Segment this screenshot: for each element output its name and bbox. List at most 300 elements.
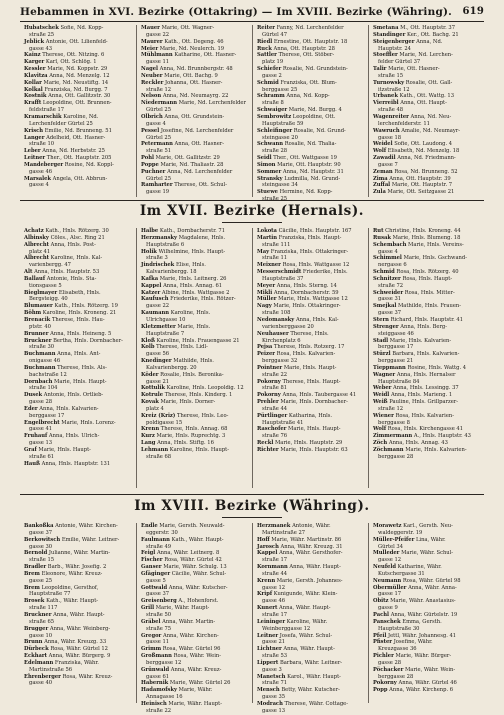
midwife-details: Rosa, Währ. Wein- (173, 653, 221, 660)
midwife-entry (20, 93, 136, 100)
midwife-details: Anna, Währ. Gersthofer- (279, 550, 343, 557)
midwife-surname: Pürtlinger (257, 412, 288, 419)
midwife-surname: Nedomansky (257, 316, 295, 323)
midwife-details: Kath., Hnls. Rötzerg. 30 (45, 228, 109, 234)
midwife-details: Therese, Ott. Schul- (174, 182, 227, 189)
midwife-surname: Pokorny (257, 392, 281, 399)
midwife-entry (20, 392, 136, 399)
midwife-surname: Albrecht (24, 241, 49, 248)
midwife-details: Hauptstraße 77 (29, 591, 71, 598)
midwife-details: platz 19 (262, 59, 284, 66)
midwife-details: straße 75 (146, 625, 172, 632)
midwife-entry (137, 344, 253, 351)
midwife-surname: Peizer (257, 351, 276, 358)
midwife-details: Rosa, Währ. Gürtel 96 (162, 646, 221, 653)
midwife-details: berggasse 28 (378, 453, 414, 460)
midwife-details: Marie, Hnls. Gschwand- (403, 255, 467, 262)
midwife-surname: Obermüller (373, 584, 407, 591)
midwife-details: gasse 17 (378, 591, 402, 598)
midwife-details: Ernestine, Ott. Hauptstr. 18 (273, 38, 348, 45)
midwife-details: Bergsteigg. 40 (29, 296, 68, 303)
midwife-entry-continuation (137, 255, 253, 262)
midwife-details: Franziska, Nd. Burgg. 7 (44, 86, 108, 93)
midwife-entry-continuation (253, 73, 369, 80)
midwife-surname: Reckler (141, 79, 164, 86)
midwife-entry (253, 701, 369, 708)
midwife-surname: Zeman (373, 168, 393, 175)
midwife-details: Cäcilie, Hnls. Hauptstr. 167 (278, 228, 352, 234)
midwife-surname: Meyer (257, 282, 276, 289)
midwife-entry-continuation (253, 100, 369, 107)
midwife-details: Marie, Ott. Seitzgasse 21 (387, 189, 455, 196)
midwife-surname: Bruckner (24, 337, 52, 344)
running-head (20, 6, 484, 20)
midwife-surname: Meixner (257, 262, 281, 269)
midwife-surname: Gregor (141, 632, 162, 639)
midwife-details: straße 53 (262, 653, 288, 660)
midwife-details: Elisabeth, Hnls. (58, 289, 101, 296)
midwife-entry (20, 351, 136, 358)
midwife-details: Rosa, Währ. Gürtel 42 (164, 557, 222, 564)
midwife-surname: Stoeffler (373, 52, 398, 59)
midwife-entry (137, 39, 253, 46)
midwife-details: Marie, Nd. Lerchenfelder (178, 100, 246, 107)
midwife-entry-continuation (369, 605, 485, 612)
midwife-details: Anna, Nd. Neu- (410, 113, 452, 120)
midwife-surname: Brem (24, 584, 40, 591)
midwife-entry (369, 228, 485, 235)
midwife-entry-continuation (137, 591, 253, 598)
midwife-entry (137, 701, 253, 708)
midwife-details: Marie, Nd. Neustiftg. 14 (43, 79, 109, 86)
midwife-surname: Stuewe (257, 189, 278, 196)
midwife-surname: Pointner (257, 364, 283, 371)
midwife-entry (253, 169, 369, 176)
midwife-details: Marie, Währ. Haupt- (168, 700, 222, 707)
midwife-entry (253, 619, 369, 626)
midwife-details: Ther., Ott. Hauptstr. 205 (46, 155, 112, 162)
midwife-entry (369, 537, 485, 544)
midwife-surname: Heinisch (141, 700, 167, 707)
midwife-surname: Kostnik (24, 93, 47, 100)
midwife-entry-continuation (253, 598, 369, 605)
midwife-entry (20, 585, 136, 592)
midwife-surname: Grünwald (141, 666, 170, 673)
midwife-details: Therese, Währ. Cottage- (284, 700, 348, 707)
midwife-surname: Smetana (373, 25, 399, 31)
midwife-details: Leopoldine, Ott. (292, 113, 336, 120)
midwife-details: Anna, Währ. Kutscher- (168, 584, 228, 591)
section-xvii-hernals (20, 228, 484, 488)
district-heading-xviii: Im XVIII. Bezirke (Währing). (134, 498, 370, 514)
midwife-entry-continuation (20, 32, 136, 39)
midwife-details: Marie, Hnls. Haupt- (288, 426, 341, 433)
midwife-surname: Krenn (141, 426, 160, 433)
midwife-surname: Wagner (373, 371, 396, 378)
midwife-details: berggasse 25 (262, 86, 298, 93)
midwife-entry (369, 290, 485, 297)
midwife-details: straße 111 (262, 241, 291, 248)
midwife-entry (253, 591, 369, 598)
midwife-entry (369, 80, 485, 87)
midwife-entry-continuation (369, 249, 485, 256)
midwife-surname: Reiter (257, 25, 276, 31)
midwife-details: Hauptstraße 84 (378, 378, 420, 385)
midwife-details: Emilie, Währ. Leitner- (61, 536, 120, 543)
midwife-entry (20, 674, 136, 681)
midwife-entry (253, 39, 369, 46)
midwife-surname: Kafka (141, 275, 159, 282)
midwife-details: Rosa, Hnls. Kirchengasse 41 (387, 426, 464, 433)
midwife-entry-continuation (20, 680, 136, 687)
midwife-surname: Kaufusch (141, 296, 169, 303)
midwife-entry (369, 687, 485, 694)
midwife-entry (20, 242, 136, 249)
midwife-details: Marie, Hnls. Haupt- (54, 378, 107, 385)
midwife-details: Marie, Gersth. Johannes- (276, 577, 343, 584)
midwife-entry (20, 100, 136, 107)
midwife-details: straße 108 (262, 310, 291, 317)
midwife-entry-continuation (253, 276, 369, 283)
midwife-entry-continuation (369, 310, 485, 317)
midwife-details: Josefine, Währ. (393, 639, 433, 646)
midwife-details: Anna, Währ. Kirchen- (162, 632, 219, 639)
midwife-entry-continuation (137, 612, 253, 619)
midwife-entry (253, 660, 369, 667)
midwife-details: Anna, Ott. Hauptstr. 28 (273, 45, 335, 52)
midwife-details: lerchenfelderstr. 11 (378, 120, 430, 127)
midwife-details: Anna, Währ. Martin- (162, 618, 216, 625)
midwife-entry (20, 406, 136, 413)
midwife-surname: Bieglmayer (24, 289, 58, 296)
midwife-details: straße 71 (262, 680, 288, 687)
midwife-surname: Obitz (373, 598, 389, 605)
midwife-entry-continuation (20, 262, 136, 269)
midwife-details: Karoline, Hnls. (170, 310, 211, 317)
midwife-entry-continuation (20, 249, 136, 256)
midwife-entry (369, 189, 485, 196)
midwife-entry (253, 447, 369, 454)
midwife-entry (253, 392, 369, 399)
midwife-surname: Herzmansky (141, 234, 178, 241)
midwife-entry (253, 605, 369, 612)
midwife-details: gasse 21 (262, 639, 286, 646)
midwife-details: Kath., Ott. Wattg. 13 (399, 93, 455, 100)
midwife-entry (137, 385, 253, 392)
midwife-surname: Pichler (373, 653, 394, 660)
midwife-entry (253, 550, 369, 557)
midwife-surname: Albrecht (24, 255, 49, 262)
midwife-details: felder Gürtel 37 (378, 59, 421, 66)
midwife-entry (20, 235, 136, 242)
midwife-surname: Bruckner (24, 611, 52, 618)
midwife-entry (137, 372, 253, 379)
midwife-entry-continuation (137, 454, 253, 461)
midwife-entry-continuation (20, 141, 136, 148)
midwife-details: Anna, Nd. Brunnbergstr. 48 (159, 66, 233, 73)
midwife-details: Rosalie, Ott. Gall- (405, 79, 453, 86)
midwife-details: Rosine, Nd. Koppl- (64, 161, 114, 168)
midwife-details: berggasse 32 (262, 358, 298, 365)
midwife-entry (369, 440, 485, 447)
midwife-details: straße 30 (29, 344, 55, 351)
midwife-surname: Stern (373, 316, 389, 323)
midwife-entry-continuation (137, 87, 253, 94)
midwife-entry-continuation (253, 87, 369, 94)
midwife-entry-continuation (369, 162, 485, 169)
midwife-surname: Brunner (24, 330, 49, 337)
midwife-surname: Nelson (141, 93, 162, 100)
midwife-details: Kunigunde, Währ. Klein- (273, 591, 338, 598)
midwife-surname: Schmid (257, 79, 279, 86)
midwife-entry (253, 344, 369, 351)
midwife-surname: Brenacik (24, 316, 51, 323)
midwife-entry (369, 32, 485, 39)
midwife-entry-continuation (369, 87, 485, 94)
midwife-details: Marie, Ott. Hauptstr. 90 (277, 161, 341, 168)
midwife-entry (369, 100, 485, 107)
midwife-surname: Lichtner (257, 646, 282, 653)
midwife-entry (253, 426, 369, 433)
midwife-surname: Wiener (373, 412, 394, 419)
midwife-surname: Schembach (373, 241, 407, 248)
midwife-entry-continuation (369, 557, 485, 564)
midwife-entry (253, 564, 369, 571)
midwife-entry-continuation (20, 578, 136, 585)
midwife-entry (137, 310, 253, 317)
midwife-entry (369, 155, 485, 162)
midwife-details: straße 10 (29, 141, 55, 148)
midwife-surname: Feigl (141, 550, 156, 557)
midwife-entry-continuation (369, 646, 485, 653)
midwife-surname: Vierreibl (373, 100, 399, 107)
midwife-surname: Schramm (257, 93, 285, 100)
header-rule (20, 21, 484, 22)
midwife-details: gasse 30 (29, 543, 53, 550)
midwife-details: straße 25 (29, 31, 55, 38)
midwife-surname: Kappel (257, 550, 278, 557)
midwife-details: Anna, Währ. Bürgerg. 9 (48, 653, 111, 660)
midwife-details: Anna, Ott. Hauptstr. 39 (389, 175, 451, 182)
midwife-entry-continuation (137, 626, 253, 633)
midwife-details: gasse 7 (378, 161, 398, 168)
midwife-surname: Panschek (373, 618, 401, 625)
midwife-entry-continuation (137, 674, 253, 681)
midwife-details: Anna, Hnls. Taubergasse 41 (282, 392, 357, 399)
midwife-entry (369, 365, 485, 372)
midwife-details: Marie, Währ. Schulg. 13 (163, 564, 227, 571)
midwife-details: berggasse 21 (378, 358, 414, 365)
midwife-surname: Seidl (257, 155, 272, 162)
midwife-details: Hauptstraße 41 (262, 419, 304, 426)
midwife-entry-continuation (253, 653, 369, 660)
midwife-entry (20, 338, 136, 345)
midwife-entry-continuation (253, 612, 369, 619)
midwife-entry (369, 176, 485, 183)
midwife-details: straße 117 (29, 605, 58, 612)
midwife-entry (253, 114, 369, 121)
midwife-surname: Smejkal (373, 303, 397, 310)
heading-underline (222, 222, 282, 223)
midwife-entry-continuation (369, 571, 485, 578)
directory-column (252, 228, 369, 488)
midwife-surname: Hubatschek (24, 25, 59, 31)
midwife-entry (369, 680, 485, 687)
midwife-entry (137, 433, 253, 440)
midwife-entry (20, 269, 136, 276)
midwife-details: Antonie, Währ. (292, 523, 331, 529)
midwife-details: Jettl, Währ. Johannesg. 41 (388, 632, 457, 639)
midwife-entry-continuation (369, 262, 485, 269)
midwife-surname: Engelbrecht (24, 419, 60, 426)
midwife-entry (137, 571, 253, 578)
midwife-entry (20, 52, 136, 59)
midwife-details: gasse 28 (378, 659, 402, 666)
midwife-details: Johanna, Ott. Hasner- (165, 79, 223, 86)
midwife-entry (137, 324, 253, 331)
midwife-details: straße 72 (378, 282, 404, 289)
midwife-details: Emilie, Nd. Brunneng. 51 (44, 127, 112, 134)
midwife-entry (20, 25, 136, 32)
midwife-details: Rosa, Hnls. Rötzerg. 40 (396, 269, 459, 276)
midwife-entry (253, 523, 369, 530)
midwife-details: platz 4 (146, 405, 164, 412)
midwife-details: platz 41 (29, 248, 51, 255)
midwife-entry-continuation (20, 426, 136, 433)
midwife-details: Bertha, Hnls. Dornbacher- (53, 337, 123, 344)
midwife-entry-continuation (20, 530, 136, 537)
midwife-entry (137, 338, 253, 345)
midwife-details: Anna, Hnls. Annag. 43 (388, 440, 448, 447)
midwife-details: Sofie, Ott. Laudong. 4 (394, 141, 453, 148)
midwife-details: straße 8 (262, 100, 284, 107)
midwife-details: Anna, Hnls. Heineng. 5 (50, 330, 112, 337)
midwife-details: straße 15 (378, 72, 404, 79)
midwife-entry (369, 639, 485, 646)
midwife-entry-continuation (20, 544, 136, 551)
midwife-entry (20, 228, 136, 235)
midwife-entry (20, 87, 136, 94)
midwife-details: Antonie, Hnls. Sta- (46, 275, 97, 282)
midwife-details: Anna, Währ. Kirchenp. 6 (389, 687, 454, 694)
midwife-details: tionsgasse 5 (29, 282, 62, 289)
midwife-details: Anna, Währ. Haupt- (283, 646, 335, 653)
midwife-details: Albine, Hnls. Wattgasse 2 (161, 289, 230, 296)
midwife-entry (137, 169, 253, 176)
midwife-details: Therese, Hnls. Hau- (51, 316, 105, 323)
midwife-entry (369, 633, 485, 640)
midwife-entry (20, 461, 136, 468)
midwife-surname: Bernold (24, 550, 48, 557)
midwife-entry (369, 598, 485, 605)
midwife-entry-continuation (137, 351, 253, 358)
midwife-surname: Kletzmetter (141, 323, 176, 330)
midwife-details: itzstraße 12 (378, 86, 410, 93)
midwife-entry (253, 141, 369, 148)
midwife-details: Karol., Währ. Haupt- (287, 673, 341, 680)
midwife-surname: Holik (141, 248, 157, 255)
midwife-entry (369, 128, 485, 135)
midwife-entry (253, 413, 369, 420)
midwife-surname: Kramarschik (24, 113, 62, 120)
midwife-details: Angela, Ott. Abbrun- (52, 175, 108, 182)
midwife-entry-continuation (137, 379, 253, 386)
midwife-details: Rosa, Hnls. Kalvarien- (395, 412, 454, 419)
midwife-entry (369, 52, 485, 59)
midwife-details: straße 15 (29, 557, 55, 564)
midwife-details: Cöles., Alsc. Ring 21 (50, 234, 105, 241)
midwife-entry-continuation (369, 358, 485, 365)
midwife-surname: Kolb (141, 344, 155, 351)
midwife-details: Kath., Ott. Degeng. 46 (164, 38, 224, 45)
midwife-entry (137, 687, 253, 694)
section-columns (20, 523, 484, 714)
midwife-details: berggasse 8 (378, 419, 410, 426)
midwife-details: Leopoldine, Gersthof, (41, 584, 99, 591)
midwife-entry (20, 564, 136, 571)
midwife-details: Anna, Hnls. Marieng. 1 (390, 392, 453, 399)
midwife-surname: Ballauf (24, 275, 46, 282)
midwife-entry (137, 653, 253, 660)
midwife-details: Marie, Ott. Wagner- (161, 25, 215, 31)
midwife-surname: Pöchacker (373, 666, 404, 673)
midwife-surname: Pokorny (257, 378, 281, 385)
midwife-details: Marie, Währ. Martinstr. 86 (271, 536, 342, 543)
midwife-details: A., Hohenforst. (178, 598, 219, 605)
midwife-entry (253, 646, 369, 653)
midwife-entry (369, 578, 485, 585)
midwife-surname: Gfäginger (141, 570, 171, 577)
midwife-surname: Jeblick (24, 38, 45, 45)
midwife-surname: Kappel (141, 282, 162, 289)
midwife-entry (20, 39, 136, 46)
midwife-entry (20, 537, 136, 544)
midwife-details: Marie, Währ. (178, 687, 213, 694)
midwife-details: gasse 40 (29, 680, 53, 687)
midwife-entry-continuation (369, 331, 485, 338)
midwife-entry (137, 447, 253, 454)
midwife-surname: Wolf (373, 148, 387, 155)
midwife-entry-continuation (137, 148, 253, 155)
midwife-entry-continuation (137, 59, 253, 66)
midwife-entry-continuation (253, 708, 369, 715)
midwife-entry-continuation (369, 454, 485, 461)
midwife-details: Friederike, Hnls. (302, 269, 348, 276)
midwife-details: Anna, Nd. (416, 38, 443, 45)
midwife-surname: Kotrule (141, 392, 164, 399)
midwife-surname: Bankoßka (24, 523, 54, 529)
midwife-surname: Schnitzer (373, 275, 401, 282)
midwife-details: Anna, Ott. Haupt- (400, 100, 447, 107)
midwife-details: Gürtel 47 (262, 31, 288, 38)
midwife-entry (20, 59, 136, 66)
midwife-details: Hauptstraße 7 (146, 330, 185, 337)
midwife-details: M., Ott. Hauptstr. 37 (400, 25, 455, 31)
midwife-surname: Zimmermann (373, 433, 413, 440)
midwife-surname: Niedermann (141, 100, 178, 107)
midwife-details: Anna, Währ. Weinberg- (49, 625, 111, 632)
midwife-entry (20, 598, 136, 605)
midwife-entry-continuation (20, 121, 136, 128)
midwife-details: Therese, Hnls. Kinderg. 1 (164, 392, 233, 399)
midwife-details: straße 50 (146, 611, 172, 618)
midwife-surname: Mensch (257, 687, 280, 694)
midwife-surname: Hadamofsky (141, 687, 177, 694)
midwife-entry (253, 440, 369, 447)
midwife-surname: Zula (373, 189, 386, 196)
midwife-entry-continuation (253, 571, 369, 578)
midwife-entry (20, 646, 136, 653)
